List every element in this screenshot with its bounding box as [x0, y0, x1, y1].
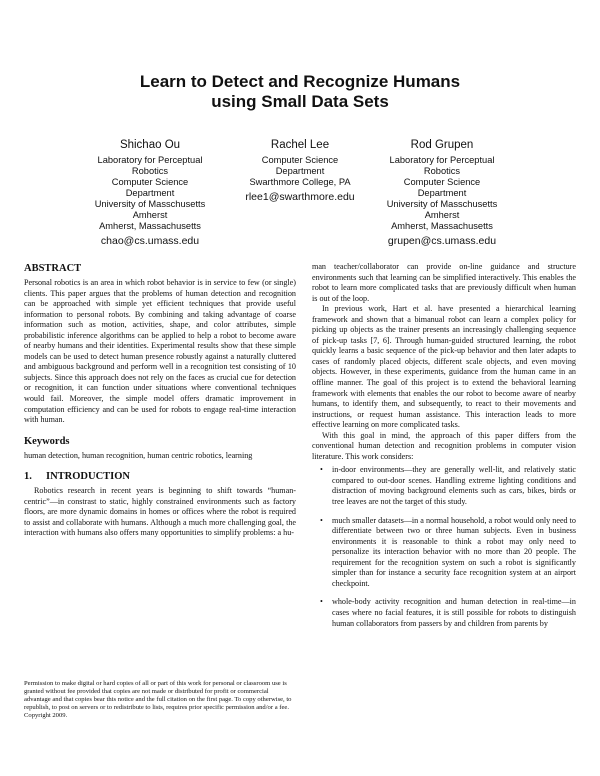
list-item-text: whole-body activity recognition and human detection in real-time—in cases where no facial features, it is still possible for robots to distinguish human collaborators from passers by and children from parents by	[332, 597, 576, 628]
list-item	[312, 465, 576, 507]
permission-notice	[24, 680, 296, 720]
author-email[interactable]: chao@cs.umass.edu	[100, 235, 200, 247]
affiliation-line: Department	[417, 188, 467, 198]
author-name: Rachel Lee	[270, 139, 330, 151]
affiliation-line: Swarthmore College, PA	[249, 177, 351, 187]
affiliation-line: University of Masschusetts	[94, 199, 206, 209]
affiliation-line: Amherst	[424, 210, 460, 220]
bullet-icon: •	[320, 515, 323, 525]
author-2	[220, 138, 380, 204]
paper-title	[0, 72, 600, 112]
list-item	[312, 597, 576, 629]
title-line-2: using Small Data Sets	[211, 92, 389, 111]
bullet-icon: •	[320, 465, 323, 475]
keywords-heading: Keywords	[24, 435, 70, 447]
bullet-icon: •	[320, 597, 323, 607]
paragraph: With this goal in mind, the approach of this paper differs from the conventional human detection and recognition problems in computer vision literature. This work considers:	[312, 430, 576, 461]
introduction-text: Robotics research in recent years is beginning to shift towards “human-centric”—in constrast to static, highly constrained environments such as factory floors, are more dynamic domains in homes or offices where the robot is required to assist and collaborate with humans. Although a much more challenging goal, the interaction with humans also offers many opportunities to simplify problems: a hu-	[24, 486, 296, 538]
right-column	[312, 262, 576, 637]
affiliation-line: Computer Science	[111, 177, 189, 187]
affiliation-line: Amherst	[132, 210, 168, 220]
left-column	[24, 262, 296, 539]
affiliation-line: Department	[125, 188, 175, 198]
copyright-line: Copyright 2009.	[24, 712, 68, 720]
list-item-text: in-door environments—they are generally well-lit, and relatively static compared to out-door scenes. Handling extreme lighting conditions and distraction of moving background elements such as cars, bikes, birds or tree leaves are not the target of this study.	[332, 465, 576, 507]
keywords-text: human detection, human recognition, human centric robotics, learning	[24, 450, 253, 460]
abstract-heading: ABSTRACT	[24, 263, 82, 274]
introduction-section	[24, 470, 296, 539]
author-name: Shichao Ou	[119, 139, 181, 151]
affiliation-line: Laboratory for Perceptual	[389, 155, 495, 165]
list-item-text: much smaller datasets—in a normal household, a robot would only need to differentiate between two or three human subjects. Even in business environments it is reasonable to think a robot may only need to personalize its interaction behavior with no more than 20 people. The requirement for the recognition system on such a robot is significantly simpler than for instance a security face recognition system at an airport checkpoint.	[332, 515, 576, 588]
author-email[interactable]: rlee1@swarthmore.edu	[245, 191, 355, 203]
author-name: Rod Grupen	[410, 139, 474, 151]
paragraph: man teacher/collaborator can provide on-line guidance and structure environments such that learning can be simplified interactively. This enables the robot to learn more complicated tasks that are previously difficult when human is out of the loop.	[312, 262, 576, 303]
affiliation-line: Amherst, Massachusetts	[391, 221, 493, 231]
affiliation-line: University of Masschusetts	[386, 199, 498, 209]
affiliation-line: Computer Science	[403, 177, 481, 187]
abstract-text: Personal robotics is an area in which robot behavior is in service to few (or single) clients. This paper argues that the problems of human detection and recognition can be approached with simple yet efficient techniques that provide useful information to personal robots. By combining and taking advantage of coarse information such as motion, activities, shape, and color attributes, simple probabilistic inference algorithms can be applied to help a robot to become aware of nearby humans and their identities. Experimental results show that these simple models can be used to detect human presence robustly against a naturally cluttered and ambiguous background and perform well in a recognition test consisting of 10 subjects. Since this approach does not rely on the faces as crucial cue for detection or recognition, it can function under situations where conventional techniques would fail. Moreover, the simple model offers dramatic improvement in computation efficiency and can be used for robots to engage real-time interaction with human.	[24, 278, 296, 425]
author-email[interactable]: grupen@cs.umass.edu	[387, 235, 497, 247]
affiliation-line: Laboratory for Perceptual	[97, 155, 203, 165]
affiliation-line: Department	[275, 166, 325, 176]
section-title: INTRODUCTION	[46, 471, 131, 483]
permission-text: Permission to make digital or hard copies of all or part of this work for personal or classroom use is granted without fee provided that copies are not made or distributed for profit or commercial advantage and that copies bear this notice and the full citation on the first page. To copy otherwise, to republish, to post on servers or to redistribute to lists, requires prior specific permission and/or a fee.	[24, 680, 292, 712]
author-3	[362, 138, 522, 248]
author-1	[70, 138, 230, 248]
affiliation-line: Computer Science	[261, 155, 339, 165]
keywords-section	[24, 435, 296, 462]
list-item	[312, 516, 576, 590]
section-number: 1.	[24, 471, 32, 483]
affiliation-line: Robotics	[423, 166, 461, 176]
affiliation-line: Robotics	[131, 166, 169, 176]
introduction-heading	[24, 470, 296, 483]
affiliation-line: Amherst, Massachusetts	[99, 221, 201, 231]
bullet-list	[312, 465, 576, 629]
paragraph: In previous work, Hart et al. have presented a hierarchical learning framework and shown that a bimanual robot can learn a complex policy for picking up objects as the trainer presents an increasingly challenging sequence of pick-up tasks [7, 6]. Through human-guided structured learning, the robot quickly learns a basic sequence of the pick-up behavior and then later adapts to cases of randomly placed objects, different scale objects, and even moving objects. However, in these experiments, guidance from the human came in an offline manner. The goal of this project is to extend the behavioral learning framework with elements that enables the our robot to become aware of nearby humans, to identify them, and subsequently, to react to their movements and instructions, or request human assistance. This interaction leads to more effective learning on more complicated tasks.	[312, 304, 576, 430]
title-line-1: Learn to Detect and Recognize Humans	[139, 72, 461, 91]
